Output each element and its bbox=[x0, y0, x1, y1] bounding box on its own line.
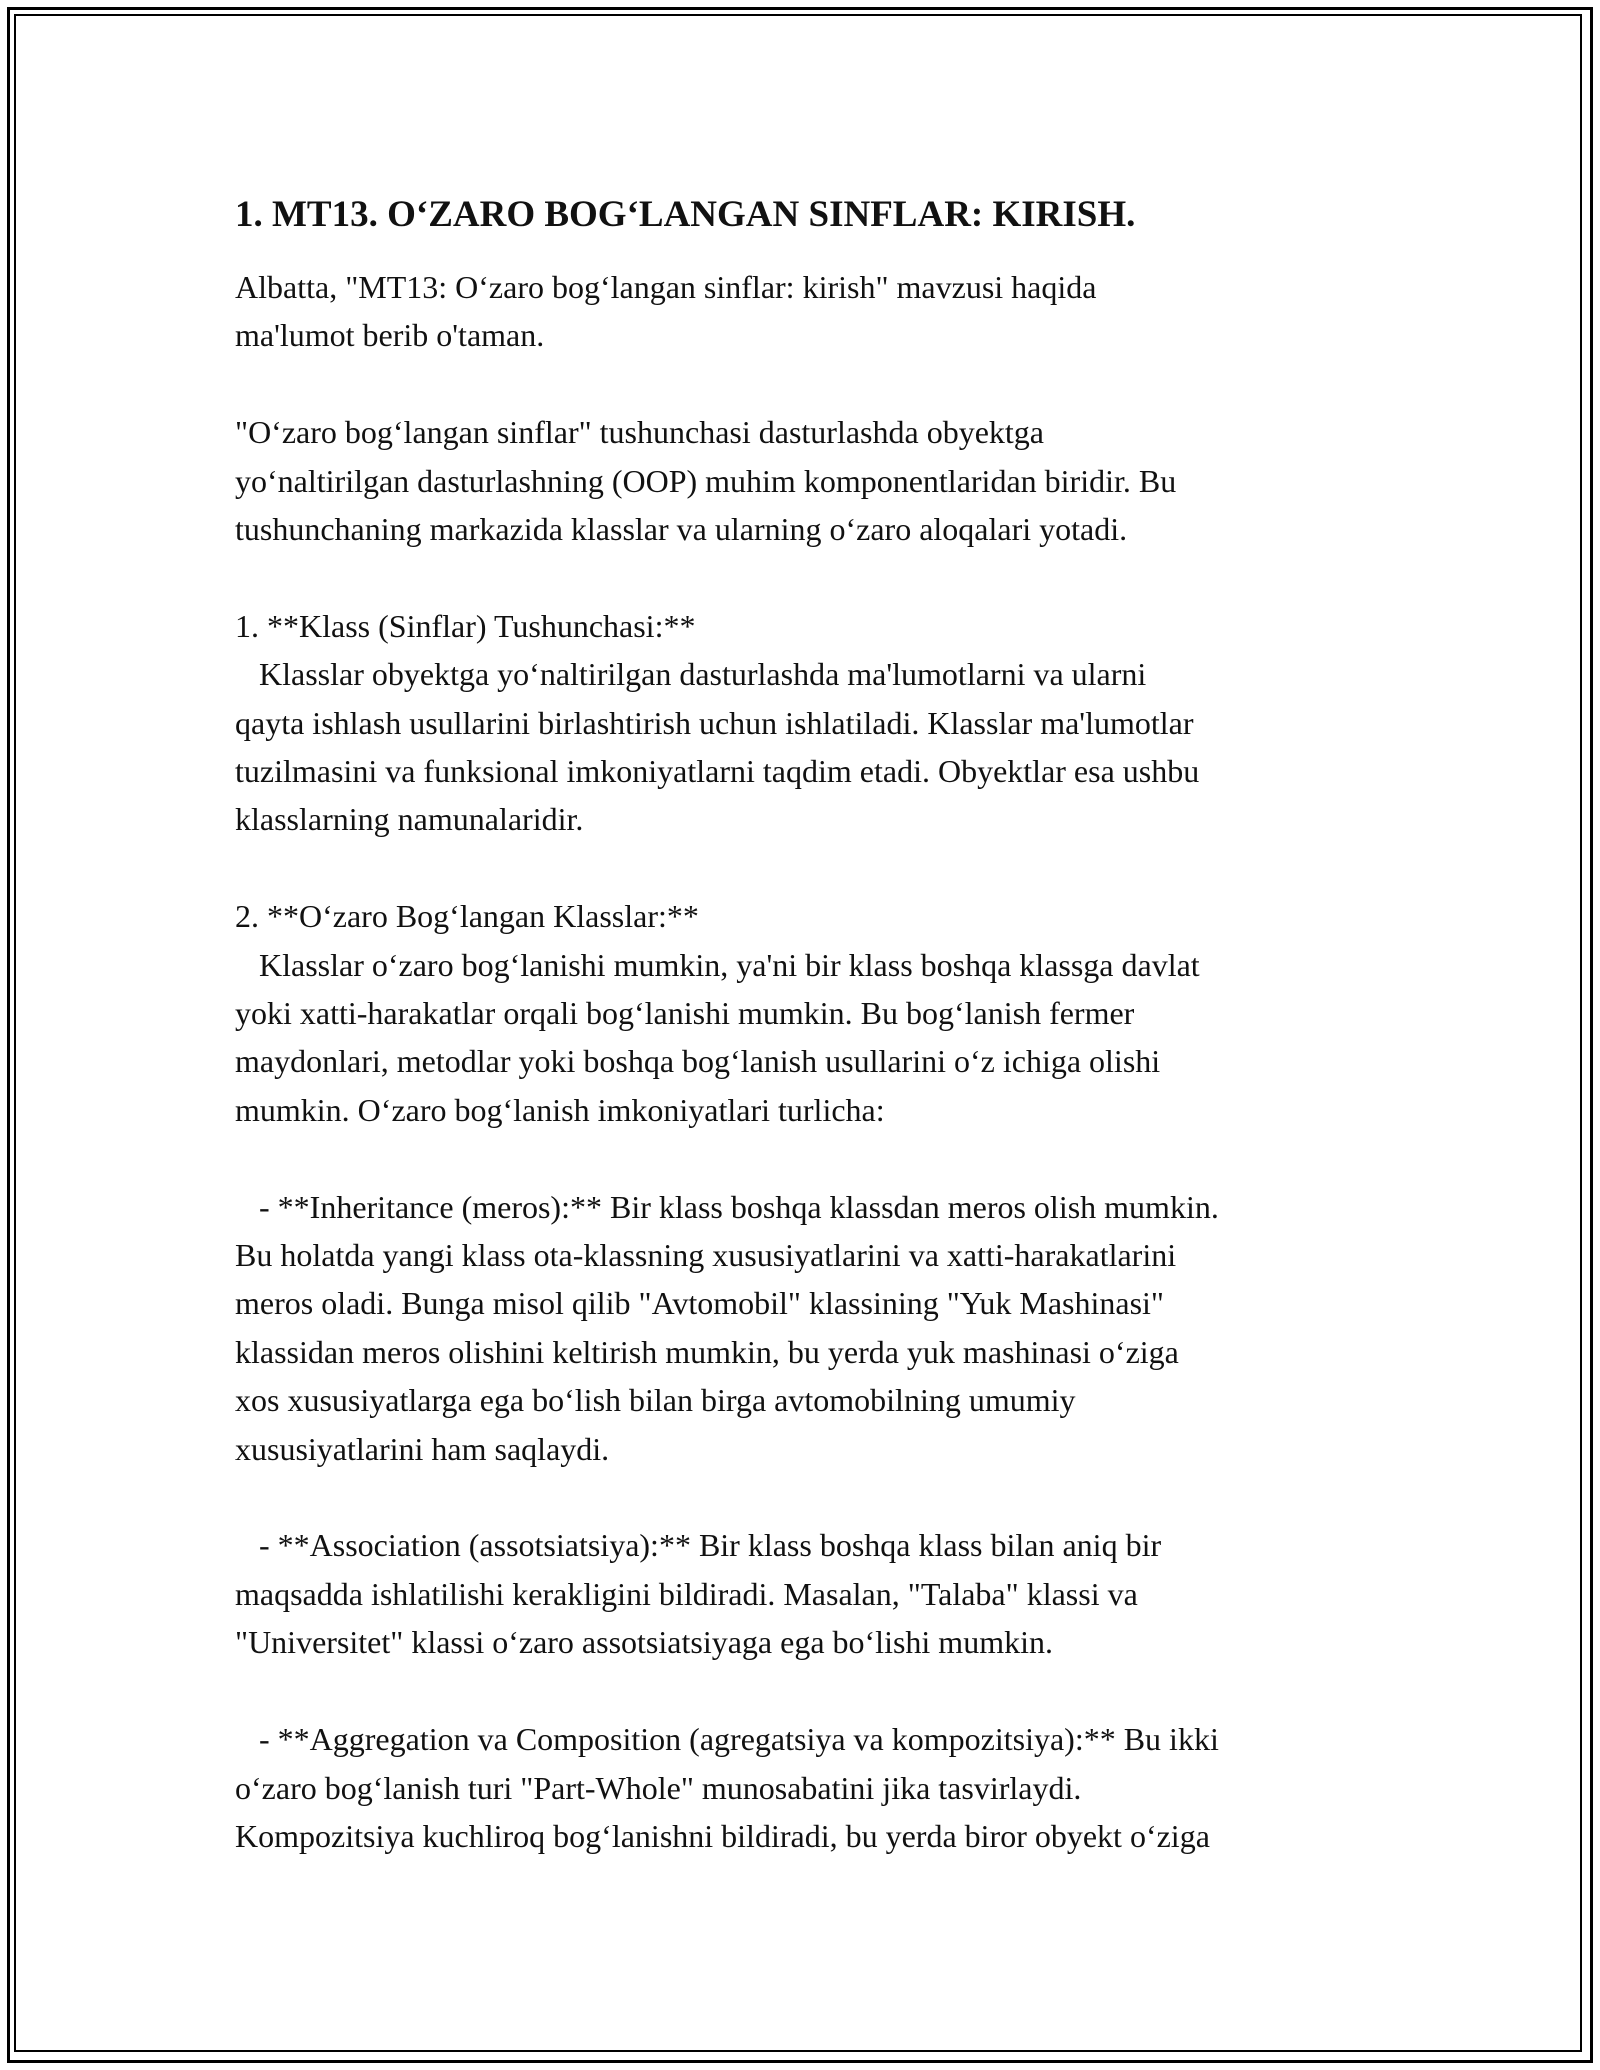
document-body bbox=[235, 180, 1385, 1860]
text-line: maqsadda ishlatilishi kerakligini bildiradi. Masalan, "Talaba" klassi va bbox=[235, 1575, 1138, 1612]
text-line: tushunchaning markazida klasslar va ularning o‘zaro aloqalari yotadi. bbox=[235, 511, 1128, 548]
document-text bbox=[235, 263, 1385, 1860]
text-line: 1. **Klass (Sinflar) Tushunchasi:** bbox=[235, 607, 696, 644]
text-line: xos xususiyatlarga ega bo‘lish bilan birga avtomobilning umumiy bbox=[235, 1382, 1076, 1419]
text-line: - **Inheritance (meros):** Bir klass boshqa klassdan meros olish mumkin. bbox=[235, 1188, 1219, 1225]
text-line: mumkin. O‘zaro bog‘lanish imkoniyatlari turlicha: bbox=[235, 1091, 885, 1128]
text-line: - **Association (assotsiatsiya):** Bir klass boshqa klass bilan aniq bir bbox=[235, 1527, 1162, 1564]
document-title: 1. MT13. O‘ZARO BOG‘LANGAN SINFLAR: KIRISH. bbox=[235, 194, 1136, 235]
blank-line bbox=[235, 1134, 1385, 1182]
blank-line bbox=[235, 844, 1385, 892]
text-line: Klasslar obyektga yo‘naltirilgan dasturlashda ma'lumotlarni va ularni bbox=[235, 656, 1147, 693]
blank-line bbox=[235, 1667, 1385, 1715]
text-line: xususiyatlarini ham saqlaydi. bbox=[235, 1430, 610, 1467]
text-line: Bu holatda yangi klass ota-klassning xususiyatlarini va xatti-harakatlarini bbox=[235, 1237, 1177, 1274]
text-line: tuzilmasini va funksional imkoniyatlarni taqdim etadi. Obyektlar esa ushbu bbox=[235, 753, 1200, 790]
text-line: o‘zaro bog‘lanish turi "Part-Whole" munosabatini jika tasvirlaydi. bbox=[235, 1769, 1082, 1806]
text-line: yoki xatti-harakatlar orqali bog‘lanishi mumkin. Bu bog‘lanish fermer bbox=[235, 995, 1135, 1032]
text-line: Klasslar o‘zaro bog‘lanishi mumkin, ya'ni bir klass boshqa klassga davlat bbox=[235, 946, 1200, 983]
text-line: 2. **O‘zaro Bog‘langan Klasslar:** bbox=[235, 898, 699, 935]
text-line: Albatta, "MT13: O‘zaro bog‘langan sinflar: kirish" mavzusi haqida bbox=[235, 269, 1097, 305]
blank-line bbox=[235, 360, 1385, 408]
blank-line bbox=[235, 553, 1385, 601]
text-line: meros oladi. Bunga misol qilib "Avtomobil" klassining "Yuk Mashinasi" bbox=[235, 1285, 1164, 1322]
text-line: maydonlari, metodlar yoki boshqa bog‘lanish usullarini o‘z ichiga olishi bbox=[235, 1043, 1161, 1080]
text-line: klassidan meros olishini keltirish mumkin, bu yerda yuk mashinasi o‘ziga bbox=[235, 1333, 1179, 1370]
text-line: "Universitet" klassi o‘zaro assotsiatsiyaga ega bo‘lishi mumkin. bbox=[235, 1624, 1053, 1661]
text-line: Kompozitsiya kuchliroq bog‘lanishni bildiradi, bu yerda biror obyekt o‘ziga bbox=[235, 1817, 1210, 1854]
text-line: qayta ishlash usullarini birlashtirish uchun ishlatiladi. Klasslar ma'lumotlar bbox=[235, 704, 1194, 741]
text-line: "O‘zaro bog‘langan sinflar" tushunchasi dasturlashda obyektga bbox=[235, 414, 1044, 451]
text-line: - **Aggregation va Composition (agregatsiya va kompozitsiya):** Bu ikki bbox=[235, 1721, 1219, 1758]
text-line: yo‘naltirilgan dasturlashning (OOP) muhim komponentlaridan biridir. Bu bbox=[235, 462, 1177, 499]
text-line: ma'lumot berib o'taman. bbox=[235, 317, 545, 354]
blank-line bbox=[235, 1473, 1385, 1521]
text-line: klasslarning namunalaridir. bbox=[235, 801, 584, 838]
